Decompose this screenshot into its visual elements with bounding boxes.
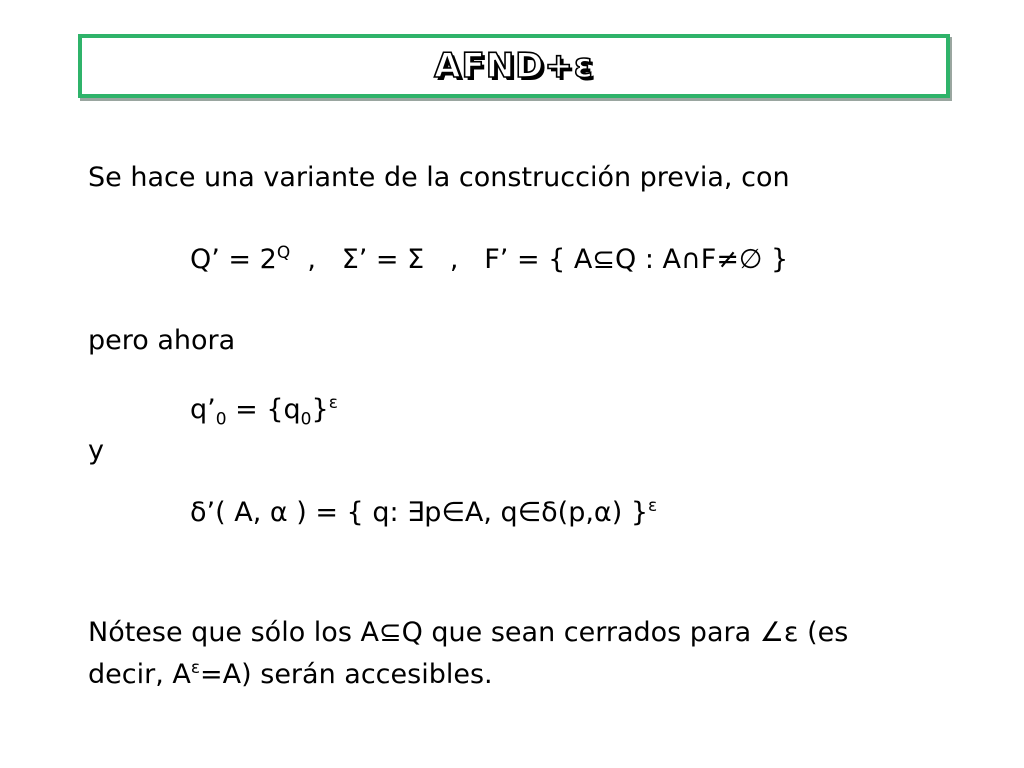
transition-closure-sup: ε [648,496,658,516]
note-line-1: Nótese que sólo los A⊆Q que sean cerrados para ∠ε (es [88,617,849,648]
initial-state-lhs-sub: 0 [215,409,227,430]
q-exponent: Q [276,243,291,263]
note-line-2-sup: ε [190,658,201,678]
q-prime-def: Q’ = 2 [190,244,277,275]
but-now-text: pero ahora [88,325,236,356]
initial-state-rhs-sub: 0 [300,409,312,430]
slide-title: AFND+ε [434,46,594,86]
intro-text: Se hace una variante de la construcción previa, con [88,162,790,193]
initial-state-close: } [311,394,329,425]
initial-state-mid: = {q [226,394,301,425]
definition-line [190,244,788,276]
initial-state-line [190,393,338,430]
sigma-f-def: , Σ’ = Σ , F’ = { A⊆Q : A∩F≠∅ } [290,244,789,275]
and-text: y [88,435,104,466]
transition-def: δ’( A, α ) = { q: ∃p∈A, q∈δ(p,α) } [190,497,649,528]
title-box [78,34,950,98]
note-line-2 [88,659,493,691]
initial-state-closure-sup: ε [328,393,338,413]
transition-line [190,497,657,529]
note-line-2-b: =A) serán accesibles. [200,659,493,690]
initial-state-lhs: q’ [190,394,216,425]
note-line-2-a: decir, A [88,659,191,690]
